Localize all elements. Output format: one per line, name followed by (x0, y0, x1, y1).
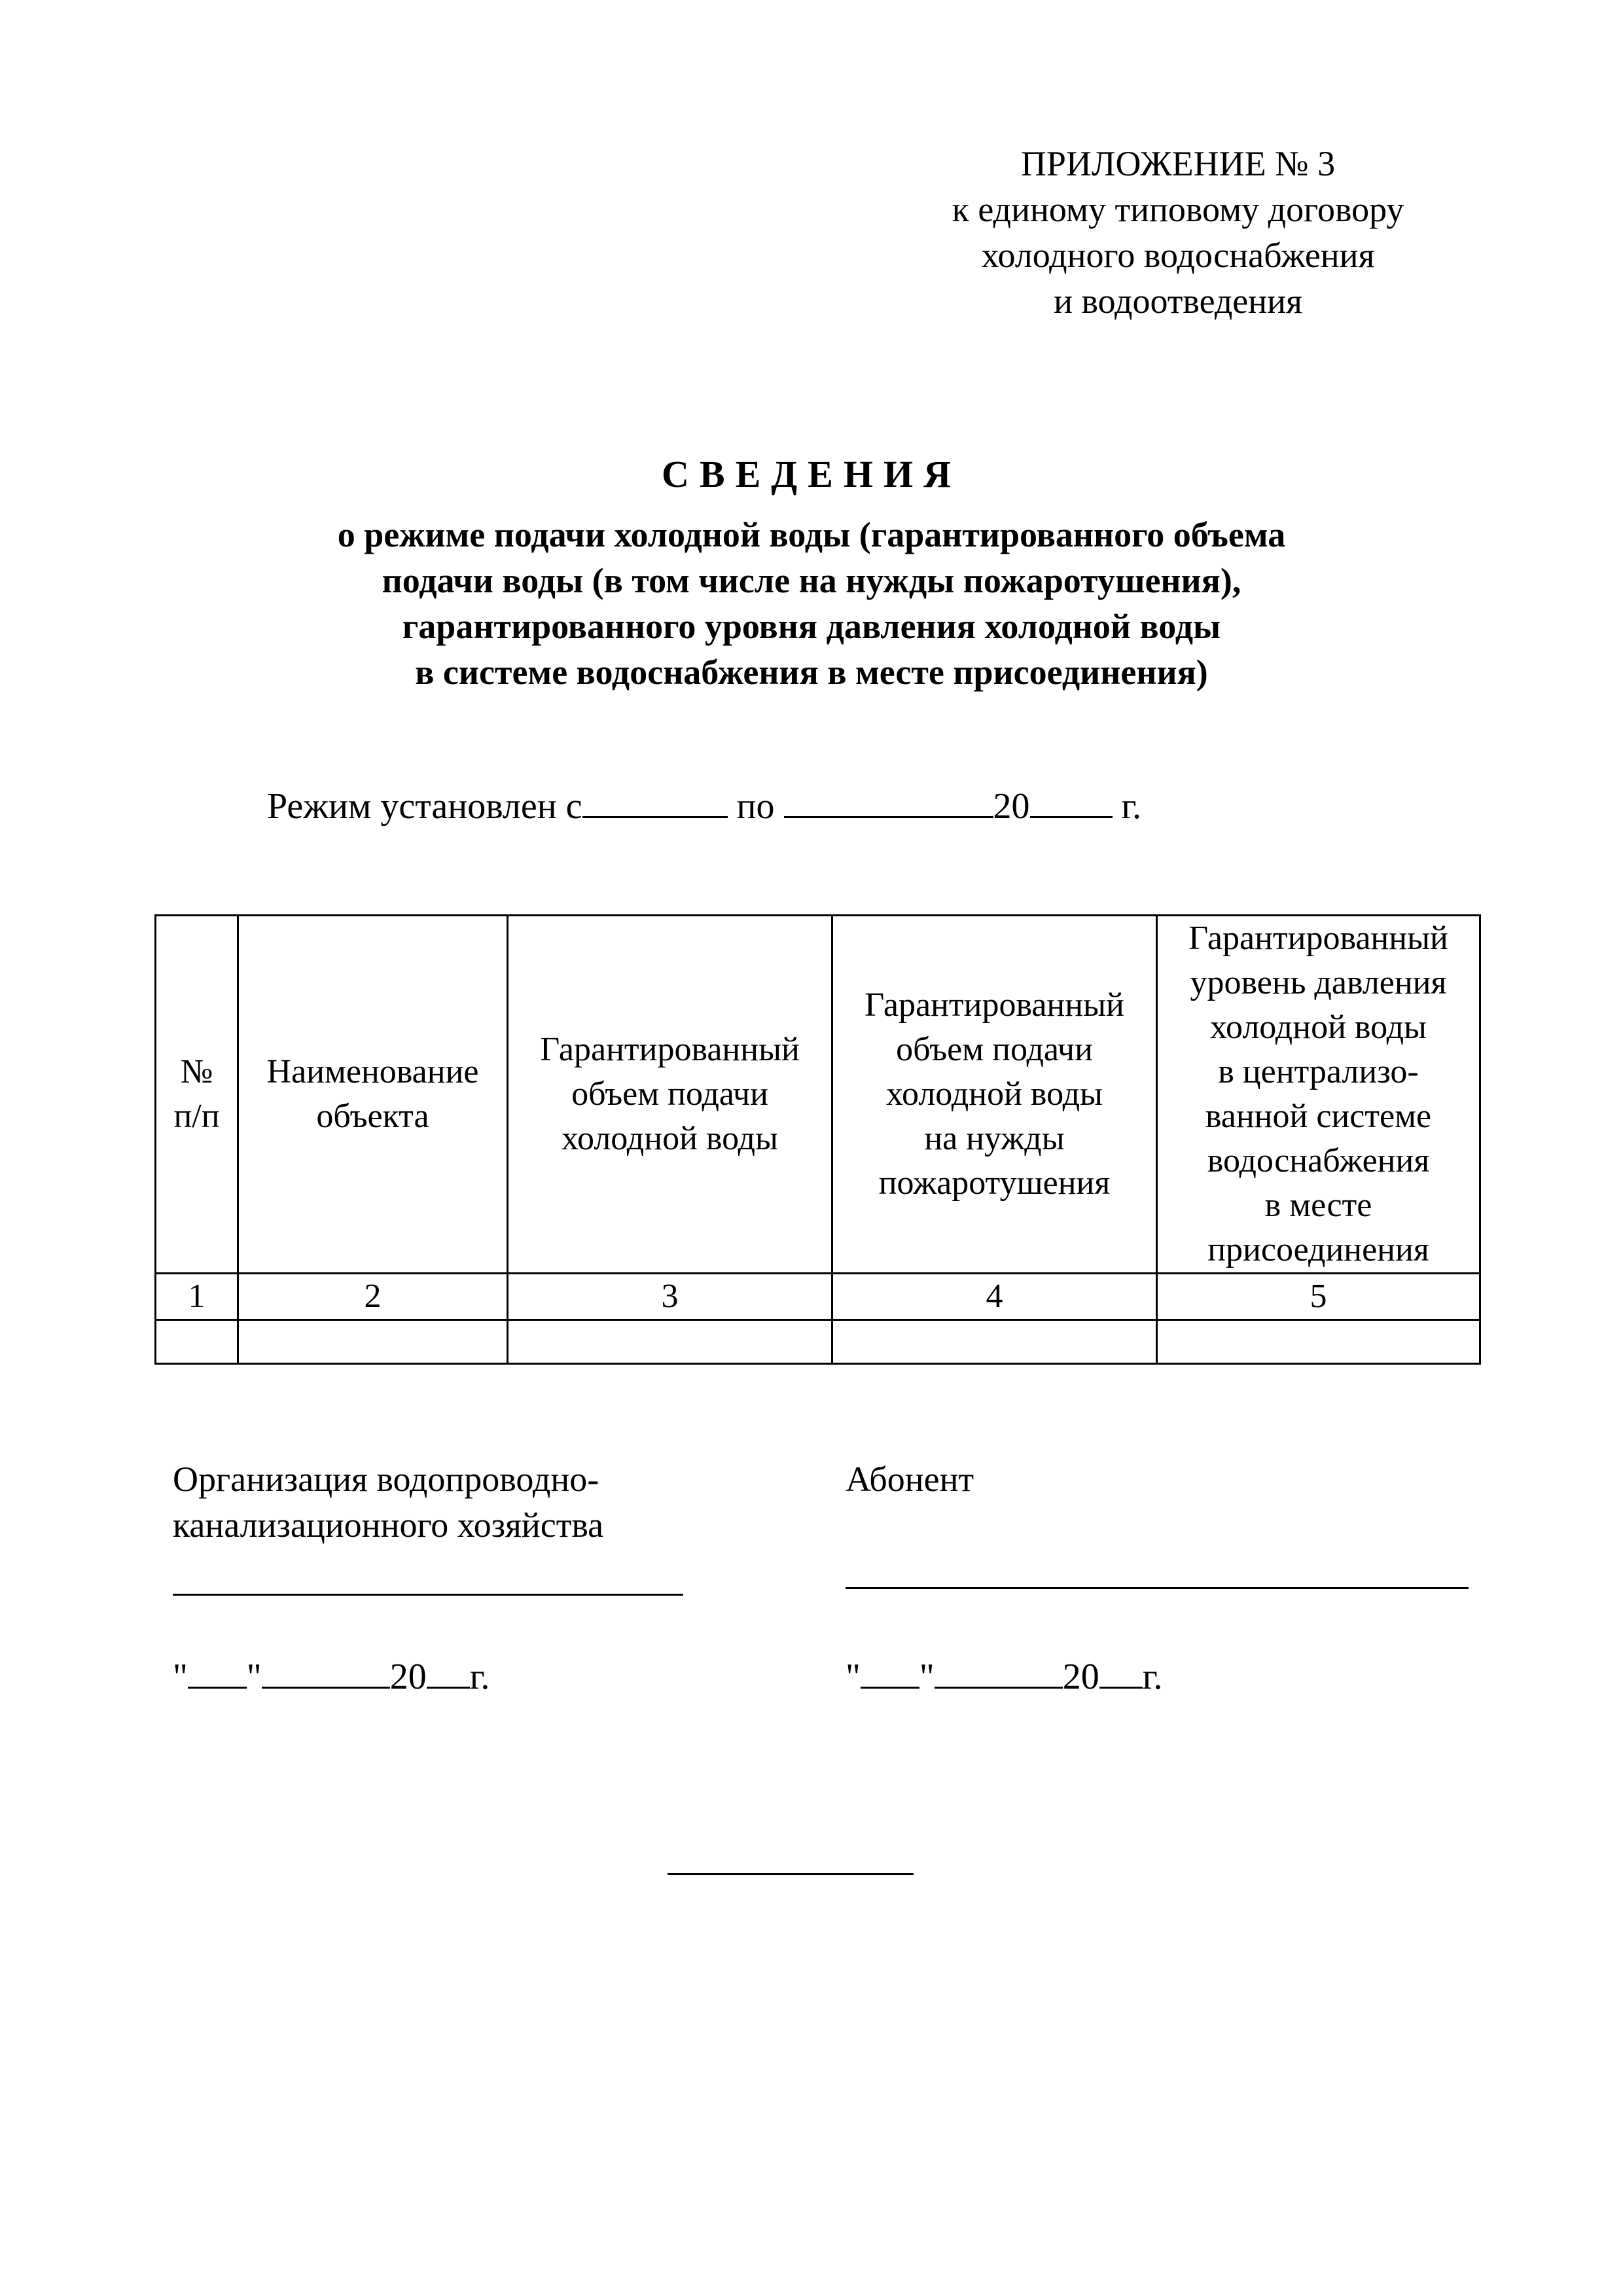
table-cell[interactable] (1157, 1320, 1480, 1364)
appendix-water-disposal-line: и водоотведения (1054, 281, 1302, 321)
appendix-number: ПРИЛОЖЕНИЕ № 3 (1020, 144, 1336, 183)
table-cell[interactable] (832, 1320, 1157, 1364)
document-subtitle (0, 512, 1623, 695)
regime-po-label: по (736, 786, 775, 827)
water-utility-month-field[interactable] (262, 1653, 390, 1689)
regime-end-date-field[interactable] (784, 782, 993, 818)
closing-separator-line (668, 1873, 914, 1875)
column-number-cell: 5 (1157, 1274, 1480, 1320)
water-utility-signature-line[interactable] (173, 1594, 683, 1596)
subscriber-signature-line[interactable] (846, 1587, 1469, 1589)
column-number-cell: 1 (156, 1274, 238, 1320)
regime-start-date-field[interactable] (582, 782, 728, 818)
water-utility-year-field[interactable] (427, 1653, 470, 1689)
header-fire-volume: Гарантированный объем подачи холодной воды на нужды пожаротушения (832, 916, 1157, 1274)
regime-period-line (267, 782, 1141, 829)
subtitle-line-1: о режиме подачи холодной воды (гарантированного объема (337, 515, 1286, 554)
subscriber-date: " " 20 г. (846, 1653, 1162, 1700)
regime-label: Режим установлен с (267, 786, 582, 827)
document-title: СВЕДЕНИЯ (662, 453, 961, 495)
header-guaranteed-volume: Гарантированный объем подачи холодной воды (508, 916, 832, 1274)
water-utility-day-field[interactable] (188, 1653, 247, 1689)
table-cell[interactable] (238, 1320, 508, 1364)
water-utility-label-line-1: Организация водопроводно- (173, 1460, 599, 1499)
header-number: № п/п (156, 916, 238, 1274)
water-utility-date: " " 20 г. (173, 1653, 490, 1700)
subscriber-month-field[interactable] (935, 1653, 1063, 1689)
regime-year-field[interactable] (1030, 782, 1113, 818)
column-number-cell: 2 (238, 1274, 508, 1320)
header-object-name: Наименование объекта (238, 916, 508, 1274)
appendix-contract-line: к единому типовому договору (952, 190, 1404, 229)
column-number-cell: 4 (832, 1274, 1157, 1320)
table-cell[interactable] (508, 1320, 832, 1364)
water-utility-label-line-2: канализационного хозяйства (173, 1505, 604, 1545)
water-supply-table (154, 914, 1481, 1365)
table-column-numbers-row (156, 1274, 1480, 1320)
subtitle-line-2: подачи воды (в том числе на нужды пожаротушения), (382, 561, 1241, 600)
water-utility-party (173, 1456, 603, 1548)
subscriber-party (846, 1456, 974, 1502)
column-number-cell: 3 (508, 1274, 832, 1320)
regime-year-prefix: 20 (993, 786, 1030, 827)
subscriber-year-field[interactable] (1099, 1653, 1143, 1689)
table-row (156, 1320, 1480, 1364)
regime-year-suffix: г. (1121, 786, 1142, 827)
subscriber-label: Абонент (846, 1460, 974, 1499)
header-pressure-level: Гарантированный уровень давления холодной воды в централизо- ванной системе водоснабжения в месте присоединения (1157, 916, 1480, 1274)
subtitle-line-3: гарантированного уровня давления холодной воды (402, 607, 1221, 646)
table-cell[interactable] (156, 1320, 238, 1364)
appendix-header (851, 141, 1505, 324)
subscriber-day-field[interactable] (861, 1653, 919, 1689)
table-header-row (156, 916, 1480, 1274)
subtitle-line-4: в системе водоснабжения в месте присоединения) (415, 653, 1208, 692)
appendix-water-supply-line: холодного водоснабжения (981, 236, 1375, 275)
